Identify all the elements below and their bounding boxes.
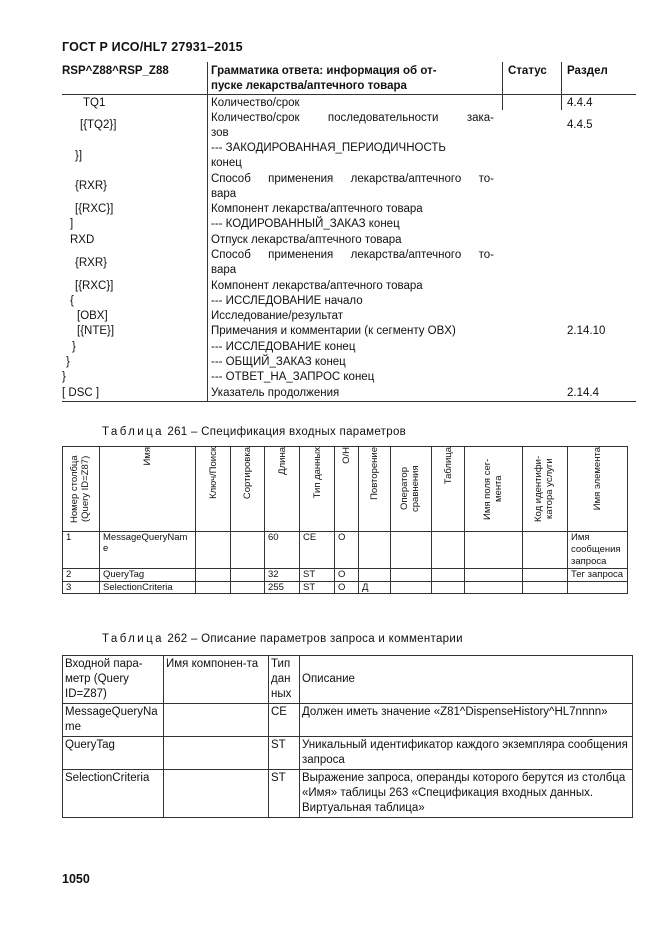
table-262: [62, 655, 633, 818]
grammar-desc: Способ применения лекарства/аптечного то-: [211, 249, 494, 261]
grammar-desc: вара: [211, 264, 237, 276]
table-cell: [465, 532, 523, 569]
table-cell: 1: [63, 532, 100, 569]
table-cell: O: [335, 569, 359, 582]
table-cell: CE: [269, 704, 300, 737]
grammar-seg: {: [70, 295, 74, 307]
grammar-desc: --- ОТВЕТ_НА_ЗАПРОС конец: [211, 371, 375, 383]
table-cell: [465, 569, 523, 582]
column-header: Имя элемента: [568, 447, 628, 532]
grammar-seg: [{RXC}]: [75, 203, 114, 215]
table-header-row: [63, 447, 628, 532]
table-cell: [568, 582, 628, 594]
column-header: Сортировка: [231, 447, 265, 532]
table-row: [63, 582, 628, 594]
grammar-section: 2.14.10: [567, 325, 606, 337]
table-cell: [359, 532, 391, 569]
table-cell: SelectionCriteria: [63, 770, 164, 818]
table-261: [62, 446, 628, 594]
grammar-seg: [OBX]: [77, 310, 108, 322]
grammar-divider: [207, 62, 208, 402]
grammar-divider: [561, 62, 562, 110]
table-row: [63, 704, 633, 737]
table-cell: QueryTag: [100, 569, 196, 582]
column-header: Номер столбца (Query ID=Z87): [63, 447, 100, 532]
grammar-desc: Примечания и комментарии (к сегменту OBX): [211, 325, 456, 337]
table-cell: QueryTag: [63, 737, 164, 770]
table-cell: [196, 582, 231, 594]
table-cell: ST: [269, 737, 300, 770]
table-cell: [196, 569, 231, 582]
table-cell: [523, 532, 568, 569]
table-cell: Тег запроса: [568, 569, 628, 582]
column-header: Имя: [100, 447, 196, 532]
grammar-section: 4.4.4: [567, 97, 593, 109]
table-cell: [164, 704, 269, 737]
table-cell: MessageQueryName: [63, 704, 164, 737]
caption-word: Таблица: [102, 633, 164, 645]
table-row: [63, 770, 633, 818]
grammar-seg: TQ1: [83, 97, 106, 109]
column-header: Входной пара-метр (Query ID=Z87): [63, 656, 164, 704]
column-header: Оператор сравнения: [391, 447, 432, 532]
table-cell: O: [335, 532, 359, 569]
table-row: [63, 737, 633, 770]
table-cell: ST: [300, 569, 335, 582]
document-header: ГОСТ Р ИСО/HL7 27931–2015: [62, 40, 243, 54]
table-cell: [523, 582, 568, 594]
grammar-desc: --- ОБЩИЙ_ЗАКАЗ конец: [211, 356, 346, 368]
grammar-header-rule: [62, 94, 636, 95]
grammar-seg: }]: [75, 150, 83, 162]
table-cell: 2: [63, 569, 100, 582]
table-cell: Имя сообщения запроса: [568, 532, 628, 569]
table-cell: 255: [265, 582, 300, 594]
grammar-seg: }: [66, 356, 70, 368]
grammar-desc: Указатель продолжения: [211, 387, 340, 399]
table-cell: O: [335, 582, 359, 594]
table-cell: 3: [63, 582, 100, 594]
column-header: Длина: [265, 447, 300, 532]
grammar-section: 4.4.5: [567, 119, 593, 131]
grammar-bottom-rule: [62, 401, 636, 402]
grammar-seg: }: [72, 341, 76, 353]
table-cell: Должен иметь значение «Z81^DispenseHistory^HL7nnnn»: [300, 704, 633, 737]
table-cell: [231, 582, 265, 594]
column-header: Имя компонен-та: [164, 656, 269, 704]
table-cell: [196, 532, 231, 569]
table-cell: [465, 582, 523, 594]
table-cell: [432, 532, 465, 569]
column-header: Повторение: [359, 447, 391, 532]
column-header: Тип дан ных: [269, 656, 300, 704]
grammar-seg: RXD: [70, 234, 95, 246]
table-cell: ST: [269, 770, 300, 818]
grammar-desc: Компонент лекарства/аптечного товара: [211, 203, 423, 215]
grammar-desc: Способ применения лекарства/аптечного то-: [211, 173, 494, 185]
grammar-section: 2.14.4: [567, 387, 599, 399]
grammar-seg: {RXR}: [75, 257, 107, 269]
grammar-divider: [502, 62, 503, 110]
grammar-seg: }: [62, 371, 66, 383]
table-cell: [523, 569, 568, 582]
grammar-desc: вара: [211, 188, 237, 200]
table-cell: [164, 737, 269, 770]
grammar-col-status: Статус: [508, 65, 547, 77]
grammar-desc: --- ЗАКОДИРОВАННАЯ_ПЕРИОДИЧНОСТЬ: [211, 142, 446, 154]
table-cell: 60: [265, 532, 300, 569]
table-262-caption: [102, 633, 463, 645]
table-cell: [432, 582, 465, 594]
table-cell: Д: [359, 582, 391, 594]
table-cell: [359, 569, 391, 582]
table-header-row: [63, 656, 633, 704]
grammar-seg: {RXR}: [75, 180, 107, 192]
caption-text: 261 – Спецификация входных параметров: [167, 426, 407, 438]
table-cell: [391, 569, 432, 582]
grammar-desc: --- ИССЛЕДОВАНИЕ конец: [211, 341, 356, 353]
table-cell: [164, 770, 269, 818]
table-cell: ST: [300, 582, 335, 594]
column-header: Описание: [300, 656, 633, 704]
grammar-col-section: Раздел: [567, 65, 608, 77]
grammar-desc: Компонент лекарства/аптечного товара: [211, 280, 423, 292]
grammar-desc: --- КОДИРОВАННЫЙ_ЗАКАЗ конец: [211, 218, 400, 230]
grammar-desc: Количество/срок последовательности зака-: [211, 112, 494, 124]
table-261-caption: [102, 426, 406, 438]
caption-text: 262 – Описание параметров запроса и комментарии: [167, 633, 463, 645]
grammar-col-description-line2: пуске лекарства/аптечного товара: [211, 80, 407, 92]
table-cell: [432, 569, 465, 582]
grammar-seg: [{RXC}]: [75, 280, 114, 292]
grammar-seg: [ DSC ]: [62, 387, 100, 399]
grammar-seg: [{TQ2}]: [80, 119, 117, 131]
table-cell: SelectionCriteria: [100, 582, 196, 594]
column-header: Имя поля сег-мента: [465, 447, 523, 532]
page-number: 1050: [62, 872, 90, 886]
column-header: О/Н: [335, 447, 359, 532]
grammar-seg: ]: [70, 218, 74, 230]
grammar-col-segment: RSP^Z88^RSP_Z88: [62, 65, 169, 77]
table-row: [63, 532, 628, 569]
grammar-desc: --- ИССЛЕДОВАНИЕ начало: [211, 295, 363, 307]
grammar-desc: Отпуск лекарства/аптечного товара: [211, 234, 402, 246]
caption-word: Таблица: [102, 426, 164, 438]
table-cell: [231, 532, 265, 569]
table-row: [63, 569, 628, 582]
table-cell: [231, 569, 265, 582]
table-cell: Выражение запроса, операнды которого берутся из столбца «Имя» таблицы 263 «Спецификация входных данных. Виртуальная таблица»: [300, 770, 633, 818]
grammar-desc: Количество/срок: [211, 97, 300, 109]
grammar-desc: конец: [211, 157, 242, 169]
grammar-desc: зов: [211, 127, 229, 139]
table-cell: CE: [300, 532, 335, 569]
grammar-desc: Исследование/результат: [211, 310, 343, 322]
column-header: Таблица: [432, 447, 465, 532]
table-cell: [391, 582, 432, 594]
table-cell: [391, 532, 432, 569]
grammar-seg: [{NTE}]: [77, 325, 115, 337]
table-cell: 32: [265, 569, 300, 582]
column-header: Тип данных: [300, 447, 335, 532]
column-header: Ключ/Поиск: [196, 447, 231, 532]
table-cell: MessageQueryName: [100, 532, 196, 569]
table-cell: Уникальный идентификатор каждого экземпляра сообщения запроса: [300, 737, 633, 770]
grammar-col-description-line1: Грамматика ответа: информация об от-: [211, 65, 437, 77]
column-header: Код идентифи-катора услуги: [523, 447, 568, 532]
